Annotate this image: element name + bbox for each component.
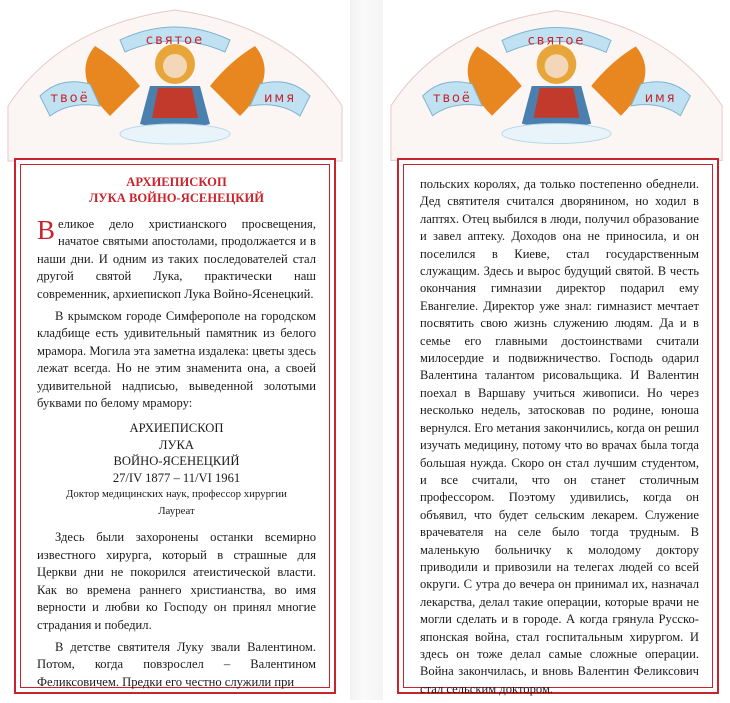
left-text-block <box>37 174 316 696</box>
angel-banner-illustration <box>0 6 350 166</box>
text-frame <box>14 158 336 694</box>
text-frame <box>397 158 719 694</box>
drop-cap: В <box>37 215 56 245</box>
paragraph: Великое дело христианского просвещения, начатое святыми апостолами, продолжается и в наши дни. И одним из таких последователей стал другой святой Лука, практически наш современник, архиепископ Лука Войно-Ясенецкий. <box>37 215 316 301</box>
angel-icon <box>0 6 350 166</box>
right-text-block <box>420 176 699 703</box>
title-line-1: АРХИЕПИСКОП <box>126 175 227 189</box>
banner-top-text: святое <box>145 33 205 48</box>
banner-right-text: имя <box>644 90 677 106</box>
paragraph: польских королях, да только постепенно обеднели. Дед святителя считался дворянином, но ходил в лаптях. Отец выбился в люди, получил образование и завел аптеку. Доходов она не приносила, и он поселился в Киеве, стал государственным служащим. Здесь и вырос будущий святой. В честь окончания гимназии директор подарил ему Евангелие. Директор уже знал: гимназист мечтает посвятить свою жизнь служению людям. Да и в семье его главными достоинствами считали милосердие и подвижничество. Господь одарил Валентина талантом рисовальщика. И Валентин поехал в Варшаву учиться живописи. Но через несколько недель, затосковав по родине, юноша вернулся. Его метания закончились, когда он решил изучать медицину, потому что во врачах была тогда большая нужда. Скоро он стал лучшим студентом, и все считали, что он станет столичным профессором. Поэтому удивились, когда он объявил, что будет сельским лекарем. Служение врачевателя на селе было тогда трудным. В маленькую больничку к молодому доктору приводили и привозили на телегах людей со всей округи. С утра до вечера он принимал их, назначал лекарства, делал такие операции, которые врачи не могли сделать и в городе. А когда грянула Русско-японская война, стал госпитальным хирургом. И здесь он тоже делал самые сложные операции. Война закончилась, и вновь Валентин Феликсович стал сельским доктором. <box>420 177 699 696</box>
banner-left-text: твоё <box>50 91 90 106</box>
paragraph: В детстве святителя Луку звали Валентином. Потом, когда повзрослел – Валентином Феликсовичем. Предки его честно служили при <box>37 639 316 689</box>
left-page <box>0 0 350 700</box>
banner-left-text: твоё <box>432 90 472 106</box>
banner-right-text: имя <box>263 91 297 106</box>
book-gutter <box>350 0 383 700</box>
epitaph: АРХИЕПИСКОП ЛУКА ВОЙНО-ЯСЕНЕЦКИЙ 27/IV 1877 – 11/VI 1961 Доктор медицинских наук, профессор хирургии Лауреат <box>66 421 287 517</box>
paragraph: Здесь были захоронены останки всемирно известного хирурга, который в страшные для Церкви дни не покорился атеистической власти. Как во времена раннего христианства, во имя верности и любви ко Господу он принял многие страдания и победил. <box>37 530 316 632</box>
right-page <box>383 0 730 700</box>
angel-banner-illustration <box>383 6 730 166</box>
banner-top-text: святое <box>527 33 586 49</box>
angel-icon <box>383 6 730 166</box>
page-title <box>37 174 316 206</box>
paragraph: В крымском городе Симферополе на городском кладбище есть удивительный памятник из белого мрамора. Могила эта заметна издалека: цветы здесь лежат всегда. Но не этим знаменита она, а своей удивительной надписью, выведенной золотыми буквами по белому мрамору: <box>37 309 316 411</box>
title-line-2: ЛУКА ВОЙНО-ЯСЕНЕЦКИЙ <box>88 191 265 205</box>
